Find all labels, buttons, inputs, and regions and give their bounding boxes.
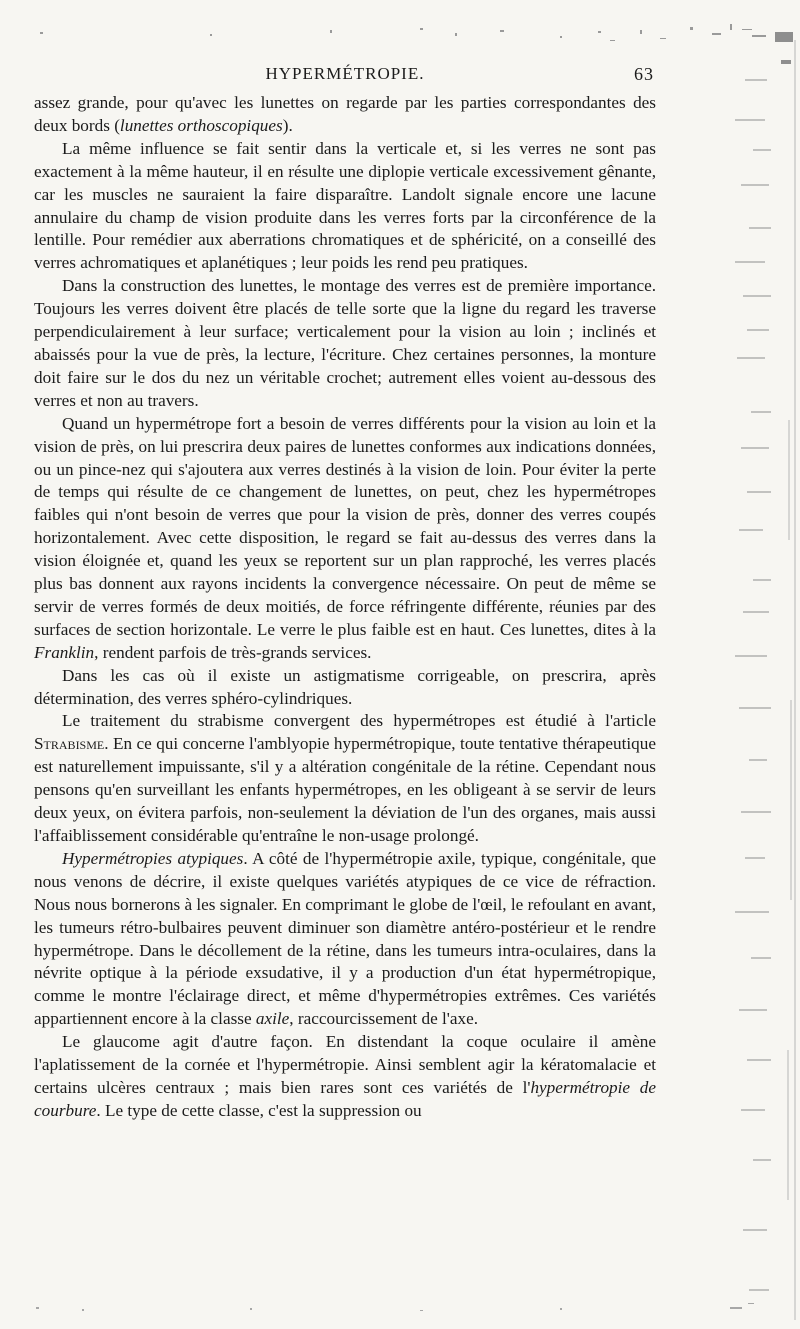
- text-run: Quand un hypermétrope fort a besoin de verres différents pour la vision au loin et la vision de près, on lui prescrira deux paires de lunettes conformes aux indications données, ou un pince-nez qui s'ajoutera aux verres destinés à la vision de loin. Pour éviter la perte de temps qui résulte de ce changement de lunettes, on peut, chez les hypermétropes faibles qui n'ont besoin de verres que pour la vision de près, donner des verres coupés horizontalement. Avec cette disposition, le regard se fait au-dessus des verres dans la vision éloignée et, quand les yeux se reportent sur un plan rapproché, les verres placés plus bas donnent aux rayons incidents la convergence nécessaire. On peut de même se servir de verres formés de deux moitiés, de force réfringente différente, réunies par des surfaces de section horizontale. Le verre le plus faible est en haut. Ces lunettes, dites à la: [34, 413, 656, 639]
- paragraph: [34, 848, 656, 1031]
- paragraph: [34, 710, 656, 847]
- small-caps-text: Strabisme: [34, 734, 105, 754]
- text-run: ).: [282, 115, 293, 135]
- italic-text: lunettes orthoscopiques: [119, 115, 283, 135]
- book-page: [34, 62, 656, 1123]
- page-number: 63: [634, 64, 654, 84]
- paragraph: [34, 275, 656, 412]
- right-margin-show-through: [705, 0, 800, 1329]
- paragraph: [34, 138, 656, 275]
- italic-text: axile: [255, 1009, 290, 1029]
- running-title: HYPERMÉTROPIE.: [265, 64, 425, 83]
- text-run: Le traitement du strabisme convergent des hypermétropes est étudié à l'article: [62, 711, 656, 731]
- italic-text: Hypermétropies atypiques: [62, 848, 244, 868]
- paragraph: [34, 92, 656, 138]
- text-run: . Le type de cette classe, c'est la suppression ou: [96, 1100, 422, 1120]
- text-run: , raccourcissement de l'axe.: [289, 1009, 479, 1029]
- paragraph: [34, 413, 656, 665]
- text-run: . A côté de l'hypermétropie axile, typique, congénitale, que nous venons de décrire, il existe quelques variétés atypiques de ce vice de réfraction. Nous nous bornerons à les signaler. En comprimant le globe de l'œil, le refoulant en avant, les tumeurs rétro-bulbaires peuvent diminuer son diamètre antéro-postérieur et le rendre hypermétrope. Dans le décollement de la rétine, dans les tumeurs intra-oculaires, dans la névrite optique à la période exsudative, il y a production d'un état hypermétropique, comme le montre l'éclairage direct, et même d'hypermétropies extrêmes. Ces variétés appartiennent encore à la classe: [34, 848, 656, 1029]
- body-text: [34, 92, 656, 1123]
- paragraph: [34, 1031, 656, 1123]
- text-run: assez grande, pour qu'avec les lunettes on regarde par les parties correspondantes des deux bords (: [34, 93, 656, 135]
- text-run: Dans les cas où il existe un astigmatisme corrigeable, on prescrira, après détermination, des verres sphéro-cylindriques.: [34, 665, 656, 708]
- italic-text: hypermétropie de courbure: [34, 1077, 656, 1120]
- running-header: [34, 62, 656, 92]
- text-run: La même influence se fait sentir dans la verticale et, si les verres ne sont pas exactement à la même hauteur, il en résulte une diplopie verticale excessivement gênante, car les muscles ne sauraient la faire disparaître. Landolt signale encore une lacune annulaire du champ de vision produite dans les verres forts par la circonférence de la lentille. Pour remédier aux aberrations chromatiques et de sphéricité, on a conseillé des verres achromatiques et aplanétiques ; leur poids les rend peu pratiques.: [34, 138, 656, 273]
- text-run: . En ce qui concerne l'amblyopie hypermétropique, toute tentative thérapeutique est naturellement impuissante, s'il y a altération congénitale de la rétine. Cependant nous pensons qu'en surveillant les enfants hypermétropes, en les obligeant à se servir de leurs deux yeux, on évitera parfois, non-seulement la déviation de l'un des organes, mais aussi l'affaiblissement considérable qu'entraîne le non-usage prolongé.: [34, 734, 656, 845]
- top-margin-speckle: [0, 0, 800, 60]
- text-run: Dans la construction des lunettes, le montage des verres est de première importance. Toujours les verres doivent être placés de telle sorte que la ligne du regard les traverse perpendiculairement à leur surface; verticalement pour la vision au loin ; inclinés et abaissés pour la vue de près, la lecture, l'écriture. Chez certaines personnes, la monture doit faire sur le dos du nez un véritable crochet; autrement elles voient au-dessous des verres et non au travers.: [34, 276, 656, 410]
- bottom-margin-speckle: [0, 1269, 800, 1329]
- italic-text: Franklin: [34, 642, 95, 662]
- text-run: Le glaucome agit d'autre façon. En distendant la coque oculaire il amène l'aplatissement de la cornée et l'hypermétropie. Ainsi semblent agir la kératomalacie et certains ulcères centraux ; mais bien rares sont ces variétés de l': [34, 1032, 656, 1097]
- text-run: , rendent parfois de très-grands services.: [94, 642, 372, 662]
- paragraph: [34, 665, 656, 711]
